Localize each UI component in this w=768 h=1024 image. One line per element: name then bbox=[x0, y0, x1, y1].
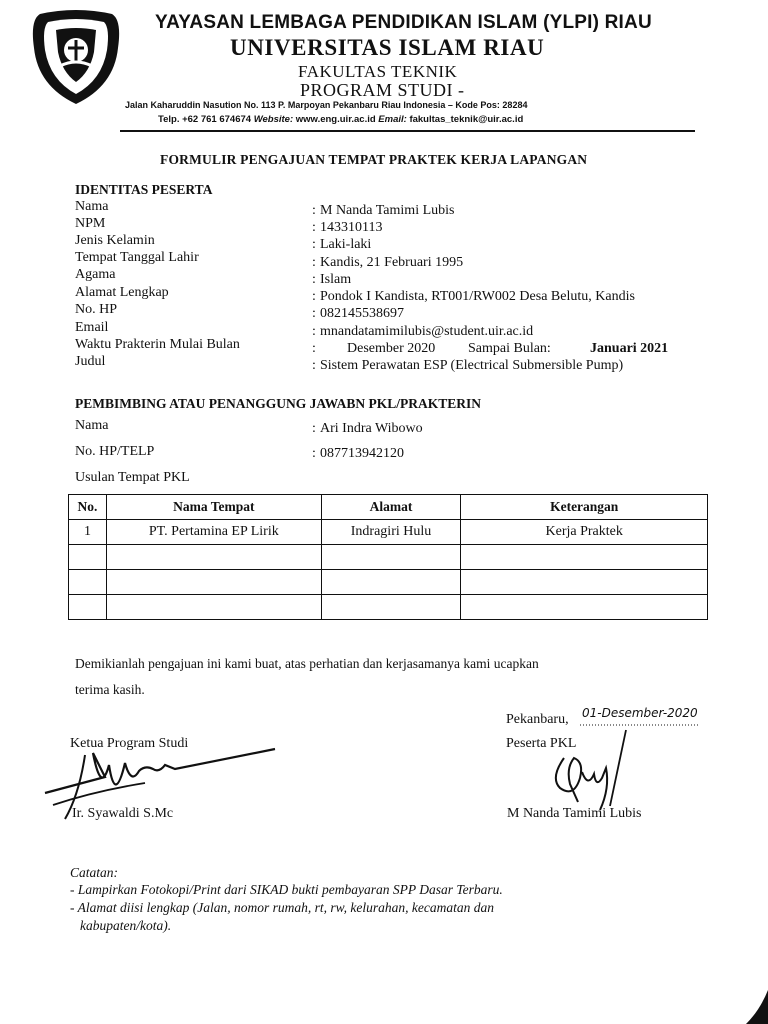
table-row bbox=[69, 570, 708, 595]
field-colon: : bbox=[312, 324, 316, 339]
program-name: PROGRAM STUDI - bbox=[300, 80, 465, 100]
table-header-row bbox=[69, 495, 708, 520]
table-cell bbox=[69, 570, 107, 595]
table-row bbox=[69, 545, 708, 570]
field-colon: : bbox=[312, 237, 316, 252]
foundation-name: YAYASAN LEMBAGA PENDIDIKAN ISLAM (YLPI) RIAU bbox=[155, 12, 652, 33]
table-cell bbox=[106, 545, 321, 570]
field-colon: : bbox=[312, 255, 316, 270]
field-label-birth: Tempat Tanggal Lahir bbox=[75, 250, 199, 265]
column-header-address: Alamat bbox=[321, 495, 461, 520]
field-colon: : bbox=[312, 358, 316, 373]
field-value-title: Sistem Perawatan ESP (Electrical Submersible Pump) bbox=[320, 358, 624, 373]
field-label-period: Waktu Prakterin Mulai Bulan bbox=[75, 337, 240, 352]
field-label-gender: Jenis Kelamin bbox=[75, 233, 155, 248]
column-header-no: No. bbox=[69, 495, 107, 520]
notes-item-continued: kabupaten/kota). bbox=[80, 918, 172, 933]
table-cell bbox=[321, 570, 461, 595]
left-signer-name: Ir. Syawaldi S.Mc bbox=[72, 806, 174, 821]
field-value-period-start: Desember 2020 bbox=[347, 341, 436, 356]
table-cell bbox=[69, 545, 107, 570]
field-label-name: Nama bbox=[75, 199, 109, 214]
column-header-notes: Keterangan bbox=[461, 495, 708, 520]
scan-mark-icon bbox=[740, 990, 768, 1024]
table-row bbox=[69, 595, 708, 620]
table-cell bbox=[461, 570, 708, 595]
address-line: Jalan Kaharuddin Nasution No. 113 P. Marpoyan Pekanbaru Riau Indonesia – Kode Pos: 28284 bbox=[125, 100, 528, 110]
right-signer-title: Peserta PKL bbox=[506, 736, 577, 751]
left-signer-title: Ketua Program Studi bbox=[70, 736, 189, 751]
field-label-email: Email bbox=[75, 320, 109, 335]
supervisor-name-value: Ari Indra Wibowo bbox=[320, 421, 423, 436]
telp-text: Telp. +62 761 674674 bbox=[158, 114, 252, 125]
pkl-location-table bbox=[68, 494, 708, 620]
supervisor-heading: PEMBIMBING ATAU PENANGGUNG JAWABN PKL/PRAKTERIN bbox=[75, 396, 482, 411]
field-label-period-until: Sampai Bulan: bbox=[468, 341, 551, 356]
field-value-phone: 082145538697 bbox=[320, 306, 404, 321]
right-signer-name: M Nanda Tamimi Lubis bbox=[507, 806, 642, 821]
column-header-place: Nama Tempat bbox=[106, 495, 321, 520]
closing-line-2: terima kasih. bbox=[75, 682, 145, 697]
supervisor-phone-label: No. HP/TELP bbox=[75, 444, 155, 459]
field-colon: : bbox=[312, 446, 316, 461]
table-cell bbox=[106, 595, 321, 620]
field-colon: : bbox=[312, 203, 316, 218]
table-cell bbox=[106, 570, 321, 595]
participant-heading: IDENTITAS PESERTA bbox=[75, 182, 213, 197]
table-cell bbox=[461, 595, 708, 620]
table-cell bbox=[461, 545, 708, 570]
website-link[interactable]: www.eng.uir.ac.id bbox=[295, 114, 376, 125]
form-title: FORMULIR PENGAJUAN TEMPAT PRAKTEK KERJA LAPANGAN bbox=[160, 152, 588, 167]
field-colon: : bbox=[312, 289, 316, 304]
university-logo-icon bbox=[30, 8, 122, 106]
field-value-period-end: Januari 2021 bbox=[590, 341, 669, 356]
field-colon: : bbox=[312, 341, 316, 356]
field-value-address: Pondok I Kandista, RT001/RW002 Desa Belutu, Kandis bbox=[320, 289, 635, 304]
table-cell bbox=[69, 595, 107, 620]
field-colon: : bbox=[312, 306, 316, 321]
field-label-religion: Agama bbox=[75, 267, 116, 282]
field-label-address: Alamat Lengkap bbox=[75, 285, 169, 300]
field-label-phone: No. HP bbox=[75, 302, 118, 317]
field-colon: : bbox=[312, 220, 316, 235]
field-value-birth: Kandis, 21 Februari 1995 bbox=[320, 255, 464, 270]
table-cell: Kerja Praktek bbox=[461, 520, 708, 545]
table-cell bbox=[321, 545, 461, 570]
closing-line-1: Demikianlah pengajuan ini kami buat, atas perhatian dan kerjasamanya kami ucapkan bbox=[75, 656, 539, 671]
field-colon: : bbox=[312, 272, 316, 287]
website-label: Website: bbox=[253, 114, 294, 125]
email-label: Email: bbox=[378, 114, 407, 125]
notes-item: - Lampirkan Fotokopi/Print dari SIKAD bukti pembayaran SPP Dasar Terbaru. bbox=[70, 882, 503, 897]
table-cell: 1 bbox=[69, 520, 107, 545]
field-value-religion: Islam bbox=[320, 272, 352, 287]
table-cell bbox=[321, 595, 461, 620]
supervisor-phone-value: 087713942120 bbox=[320, 446, 404, 461]
field-value-name: M Nanda Tamimi Lubis bbox=[320, 203, 455, 218]
table-row bbox=[69, 520, 708, 545]
table-cell: PT. Pertamina EP Lirik bbox=[106, 520, 321, 545]
field-colon: : bbox=[312, 421, 316, 436]
proposal-label: Usulan Tempat PKL bbox=[75, 470, 190, 485]
notes-item: - Alamat diisi lengkap (Jalan, nomor rumah, rt, rw, kelurahan, kecamatan dan bbox=[70, 900, 494, 915]
place-label: Pekanbaru, bbox=[506, 712, 569, 727]
field-label-title: Judul bbox=[75, 354, 106, 369]
field-value-gender: Laki-laki bbox=[320, 237, 372, 252]
header-divider bbox=[120, 130, 695, 132]
supervisor-name-label: Nama bbox=[75, 418, 109, 433]
field-value-email: mnandatamimilubis@student.uir.ac.id bbox=[320, 324, 534, 339]
handwritten-date: 01-Desember-2020 bbox=[582, 706, 698, 720]
field-label-npm: NPM bbox=[75, 216, 106, 231]
table-cell: Indragiri Hulu bbox=[321, 520, 461, 545]
field-value-npm: 143310113 bbox=[320, 220, 383, 235]
faculty-name: FAKULTAS TEKNIK bbox=[298, 62, 458, 81]
notes-heading: Catatan: bbox=[70, 865, 119, 880]
email-link[interactable]: fakultas_teknik@uir.ac.id bbox=[409, 114, 524, 125]
contact-line bbox=[158, 114, 523, 125]
university-name: UNIVERSITAS ISLAM RIAU bbox=[230, 35, 545, 60]
